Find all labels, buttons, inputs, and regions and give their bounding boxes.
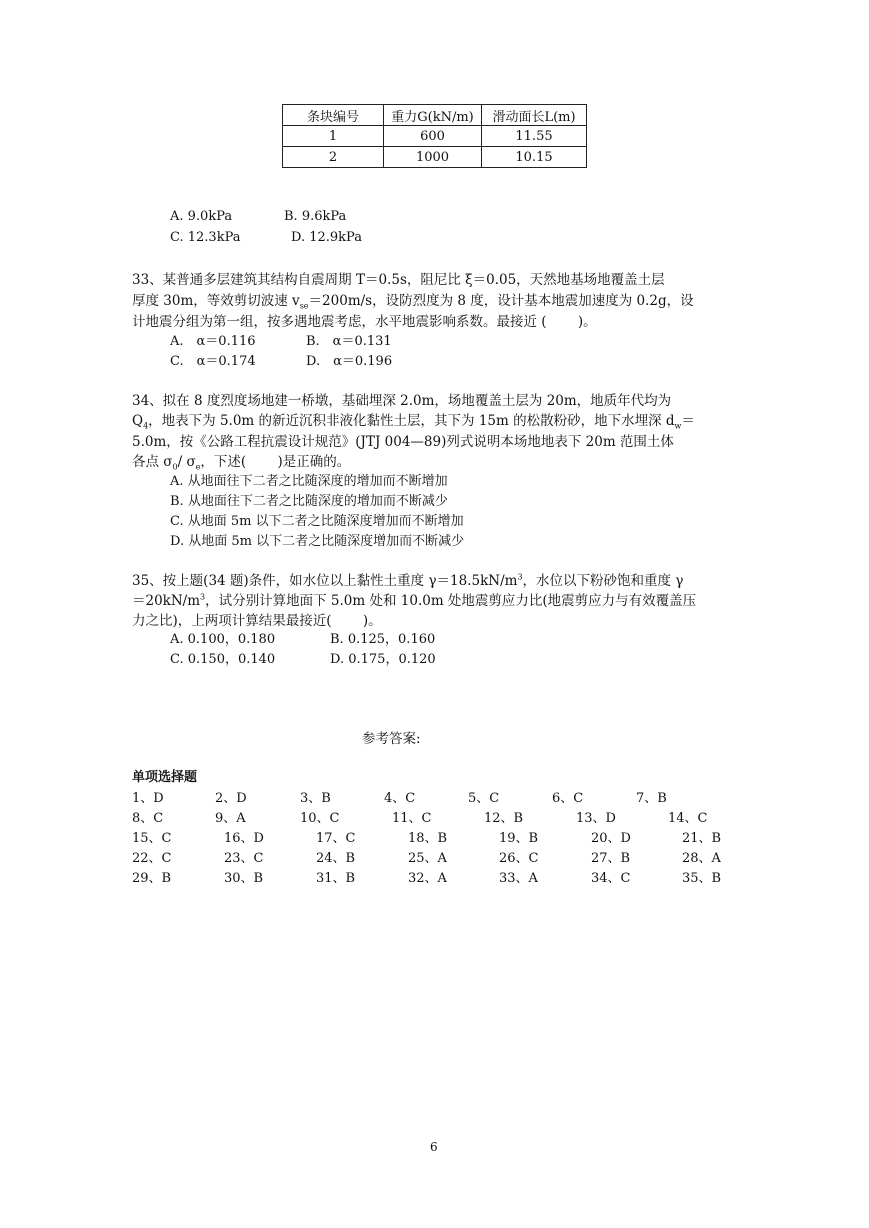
q35-option-d: D. 0.175，0.120: [330, 652, 436, 667]
answer-item: 22、C: [132, 851, 172, 866]
table-cell: 2: [283, 147, 384, 168]
answer-item: 11、C: [392, 811, 432, 826]
answer-item: 27、B: [591, 851, 631, 866]
q33-option-a: A. α＝0.116: [170, 334, 256, 349]
answer-item: 7、B: [636, 791, 667, 806]
answer-item: 14、C: [668, 811, 708, 826]
answer-item: 33、A: [499, 871, 538, 886]
q34-line-2: $Q_4$，地表下为 5.0m 的新近沉积非液化黏性土层，其下为 15m 的松散粉砂，地下水埋深 $d_w=$: [132, 413, 695, 431]
table-header-row: [283, 105, 587, 126]
answer-item: 3、B: [300, 791, 331, 806]
table-cell: 11.55: [482, 126, 587, 147]
q35-line-1: 35、按上题(34 题)条件，如水位以上黏性土重度 $\gamma=18.5kN/m^3$，水位以下粉砂饱和重度 γ: [132, 572, 684, 589]
answer-item: 13、D: [576, 811, 616, 826]
answer-item: 23、C: [224, 851, 264, 866]
q33-line-2: 厚度 30m，等效剪切波速 $v_{se}=200m/s$，设防烈度为 8 度，设计基本地震加速度为 0.2g，设: [132, 293, 694, 311]
q32-option-d: D. 12.9kPa: [291, 230, 362, 245]
answer-item: 4、C: [384, 791, 416, 806]
q35-line-3: 力之比)，上两项计算结果最接近( )。: [132, 613, 382, 629]
answer-item: 5、C: [468, 791, 500, 806]
table-cell: 600: [384, 126, 482, 147]
answer-item: 6、C: [552, 791, 584, 806]
answer-item: 16、D: [224, 831, 264, 846]
q33-option-d: D. α＝0.196: [306, 354, 393, 369]
answers-section-heading: 单项选择题: [132, 770, 198, 785]
answer-item: 24、B: [316, 851, 356, 866]
q34-line-3: 5.0m，按《公路工程抗震设计规范》(JTJ 004—89)列式说明本场地地表下 20m 范围土体: [132, 434, 674, 450]
answer-item: 20、D: [591, 831, 631, 846]
answer-item: 31、B: [316, 871, 356, 886]
table-header-cell: 重力G(kN/m): [384, 105, 482, 126]
table-cell: 10.15: [482, 147, 587, 168]
q35-option-c: C. 0.150，0.140: [170, 652, 276, 667]
q33-option-c: C. α＝0.174: [170, 354, 256, 369]
answer-item: 19、B: [499, 831, 539, 846]
answer-item: 18、B: [408, 831, 448, 846]
q34-option-c: C. 从地面 5m 以下二者之比随深度增加而不断增加: [170, 514, 464, 529]
slice-table: [282, 104, 587, 168]
q34-option-a: A. 从地面往下二者之比随深度的增加而不断增加: [170, 474, 448, 489]
answer-item: 28、A: [682, 851, 721, 866]
q35-option-a: A. 0.100，0.180: [170, 632, 276, 647]
page-number: 6: [430, 1140, 438, 1154]
answer-item: 10、C: [300, 811, 340, 826]
q34-line-1: 34、拟在 8 度烈度场地建一桥墩，基础埋深 2.0m，场地覆盖土层为 20m，地质年代均为: [132, 393, 672, 409]
q33-line-1: 33、某普通多层建筑其结构自震周期 T＝0.5s，阻尼比 ξ＝0.05，天然地基场地覆盖土层: [132, 272, 665, 288]
q33-option-b: B. α＝0.131: [306, 334, 392, 349]
table-cell: 1000: [384, 147, 482, 168]
answer-item: 12、B: [484, 811, 524, 826]
table-header-cell: 条块编号: [283, 105, 384, 126]
q35-line-2: $=20kN/m^3$，试分别计算地面下 5.0m 处和 10.0m 处地震剪应力比(地震剪应力与有效覆盖压: [132, 592, 697, 609]
answer-item: 1、D: [132, 791, 164, 806]
answer-item: 34、C: [591, 871, 631, 886]
q35-option-b: B. 0.125，0.160: [330, 632, 436, 647]
q34-line-4: 各点 $\sigma_0/$ $\sigma_e$，下述( )是正确的。: [132, 454, 351, 472]
answer-item: 35、B: [682, 871, 722, 886]
answer-item: 25、A: [408, 851, 447, 866]
answers-title: 参考答案:: [362, 731, 421, 747]
table-row: [283, 126, 587, 147]
answer-item: 17、C: [316, 831, 356, 846]
table-cell: 1: [283, 126, 384, 147]
answer-item: 15、C: [132, 831, 172, 846]
answer-item: 32、A: [408, 871, 447, 886]
q32-option-a: A. 9.0kPa: [170, 209, 233, 224]
answer-item: 21、B: [682, 831, 722, 846]
answer-item: 29、B: [132, 871, 172, 886]
answer-item: 2、D: [215, 791, 247, 806]
answer-item: 26、C: [499, 851, 539, 866]
table-header-cell: 滑动面长L(m): [482, 105, 587, 126]
q32-option-b: B. 9.6kPa: [284, 209, 347, 224]
q33-line-3: 计地震分组为第一组，按多遇地震考虑，水平地震影响系数。最接近 ( )。: [132, 314, 597, 330]
q34-option-d: D. 从地面 5m 以下二者之比随深度增加而不断减少: [170, 534, 465, 549]
table-row: [283, 147, 587, 168]
answer-item: 8、C: [132, 811, 164, 826]
q34-option-b: B. 从地面往下二者之比随深度的增加而不断减少: [170, 494, 448, 509]
q32-option-c: C. 12.3kPa: [170, 230, 241, 245]
answer-item: 30、B: [224, 871, 264, 886]
answer-item: 9、A: [215, 811, 246, 826]
